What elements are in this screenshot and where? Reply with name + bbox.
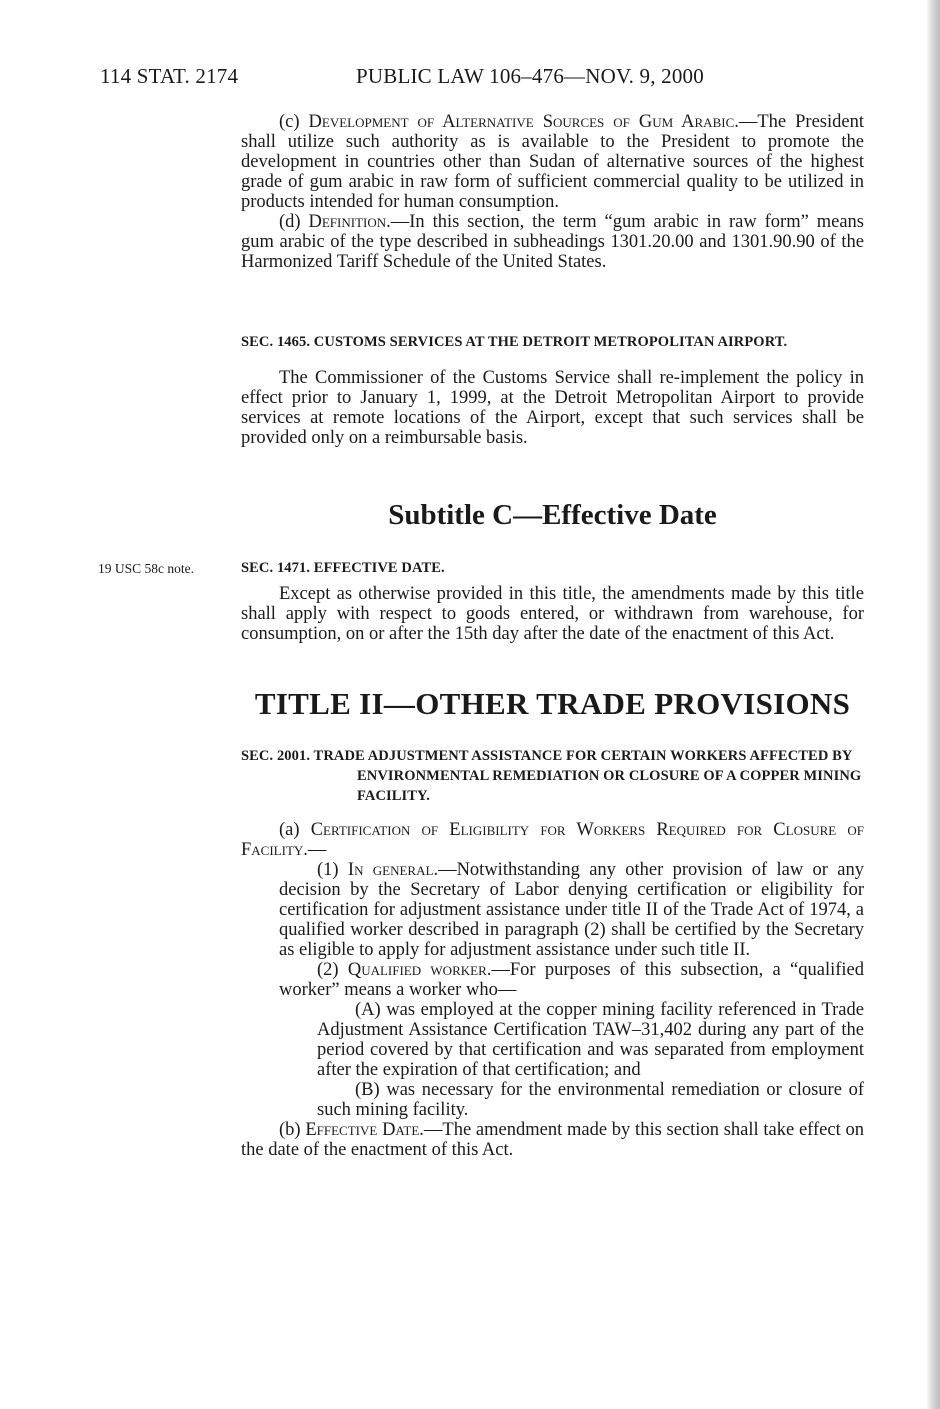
public-law-citation: PUBLIC LAW 106–476—NOV. 9, 2000 bbox=[356, 64, 704, 88]
title-ii-heading: TITLE II—OTHER TRADE PROVISIONS bbox=[254, 686, 851, 721]
paragraph-c-heading: Development of Alternative Sources of Gum Arabic bbox=[308, 112, 735, 132]
margin-note-usc: 19 USC 58c note. bbox=[98, 561, 194, 576]
section-1465-text: The Commissioner of the Customs Service shall re-implement the policy in effect prior to January 1, 1999, at the Detroit Metropolitan Airport to provide services at remote locations of the Airport, except that such services shall be provided only on a reimbursable basis. bbox=[241, 368, 864, 448]
subsection-b-heading: Effective Date bbox=[305, 1120, 420, 1140]
paragraph-d: (d) Definition.—In this section, the term “gum arabic in raw form” means gum arabic of the type described in subheadings 1301.20.00 and 1301.90.90 of the Harmonized Tariff Schedule of the United States. bbox=[241, 212, 864, 272]
subsection-b: (b) Effective Date.—The amendment made by this section shall take effect on the date of the enactment of this Act. bbox=[241, 1120, 864, 1160]
section-1465-heading: SEC. 1465. CUSTOMS SERVICES AT THE DETROIT METROPOLITAN AIRPORT. bbox=[241, 334, 788, 350]
page-edge-shadow bbox=[926, 0, 940, 1409]
section-1471-text: Except as otherwise provided in this title, the amendments made by this title shall apply with respect to goods entered, or withdrawn from warehouse, for consumption, on or after the 15th day after the date of the enactment of this Act. bbox=[241, 584, 864, 644]
paragraph-a1: (1) In general.—Notwithstanding any other provision of law or any decision by the Secretary of Labor denying certification or eligibility for certification for adjustment assistance under title II of the Trade Act of 1974, a qualified worker described in paragraph (2) shall be certified by the Secretary as eligible to apply for adjustment assistance under such title II. bbox=[279, 860, 864, 960]
running-head bbox=[100, 64, 750, 92]
paragraph-c: (c) Development of Alternative Sources of Gum Arabic.—The President shall utilize such authority as is available to the President to promote the development in countries other than Sudan of alternative sources of the highest grade of gum arabic in raw form of sufficient commercial quality to be utilized in products intended for human consumption. bbox=[241, 112, 864, 212]
subparagraph-A: (A) was employed at the copper mining facility referenced in Trade Adjustment Assistance Certification TAW–31,402 during any part of the period covered by that certification and was separated from employment after the expiration of that certification; and bbox=[317, 1000, 864, 1080]
stat-page-number: 114 STAT. 2174 bbox=[100, 64, 239, 88]
subsection-a-heading: Certification of Eligibility for Workers Required for Closure of Facility bbox=[241, 820, 864, 860]
paragraph-d-heading: Definition bbox=[308, 212, 387, 232]
subsection-a: (a) Certification of Eligibility for Workers Required for Closure of Facility.— bbox=[241, 820, 864, 860]
section-1464-continued bbox=[241, 112, 864, 272]
paragraph-a2: (2) Qualified worker.—For purposes of this subsection, a “qualified worker” means a worker who— bbox=[279, 960, 865, 1000]
section-1471-heading: SEC. 1471. EFFECTIVE DATE. bbox=[241, 560, 445, 576]
subtitle-c-heading: Subtitle C—Effective Date bbox=[388, 499, 717, 531]
section-2001-heading: SEC. 2001. TRADE ADJUSTMENT ASSISTANCE FOR CERTAIN WORKERS AFFECTED BY ENVIRONMENTAL REMEDIATION OR CLOSURE OF A COPPER MINING FACILITY. bbox=[241, 748, 862, 804]
paragraph-a2-heading: Qualified worker bbox=[347, 960, 487, 980]
subparagraph-B: (B) was necessary for the environmental remediation or closure of such mining facility. bbox=[317, 1080, 864, 1120]
section-1465 bbox=[241, 332, 864, 448]
section-2001 bbox=[241, 746, 864, 1160]
paragraph-a1-heading: In general bbox=[347, 860, 434, 880]
section-1471 bbox=[241, 558, 864, 644]
